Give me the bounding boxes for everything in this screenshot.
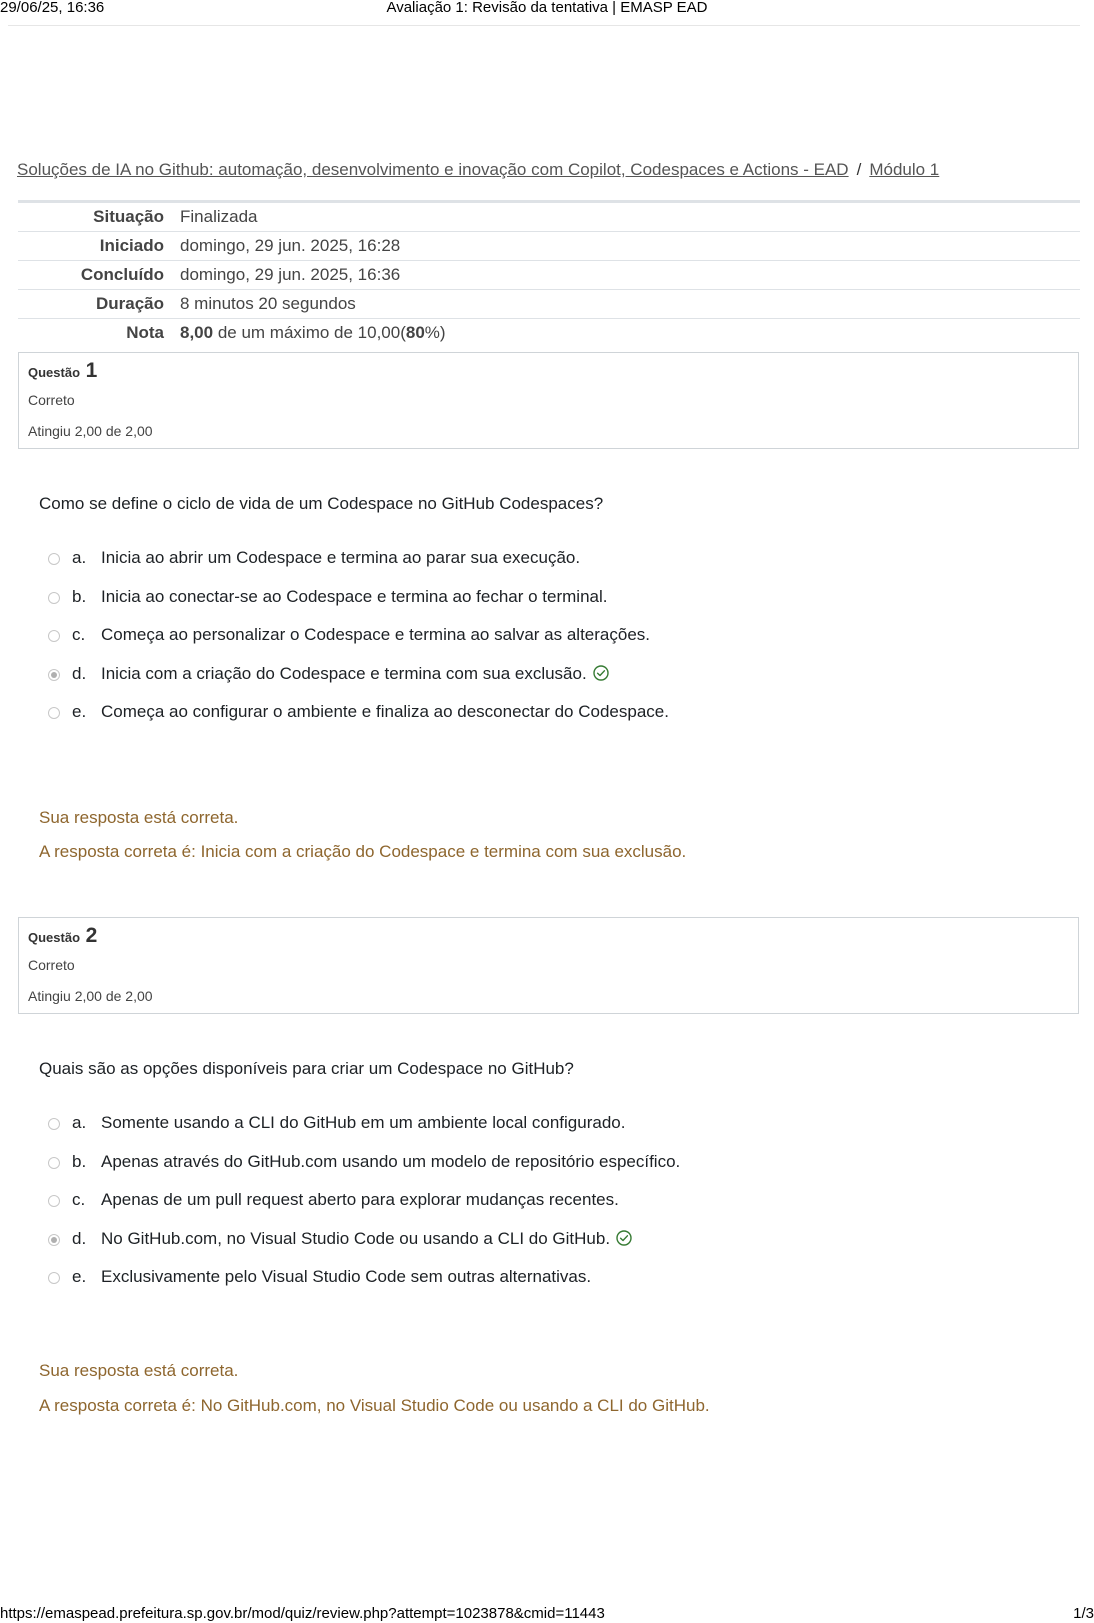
question-label: Questão [28,365,81,380]
answer-option[interactable] [47,1152,1047,1191]
answer-option[interactable] [47,1113,1047,1152]
breadcrumb [17,160,939,180]
answer-option[interactable] [47,587,1047,626]
started-value: domingo, 29 jun. 2025, 16:28 [180,236,401,255]
attempt-summary-table [18,200,1080,347]
answer-option[interactable] [47,1267,1047,1306]
summary-row-duration [18,290,1080,319]
question-mark: Atingiu 2,00 de 2,00 [28,423,153,439]
grade-max: de um máximo de 10,00( [217,323,406,342]
question-text-1: Como se define o ciclo de vida de um Codespace no GitHub Codespaces? [39,494,604,513]
feedback-message-1: Sua resposta está correta. [39,808,239,827]
summary-row-started [18,232,1080,261]
answer-text: Começa ao configurar o ambiente e finaliza ao desconectar do Codespace. [101,702,669,721]
radio-button[interactable] [48,592,60,604]
right-answer-2: A resposta correta é: No GitHub.com, no Visual Studio Code ou usando a CLI do GitHub. [39,1396,710,1415]
question-info-2 [18,917,1079,1014]
answer-letter: e. [72,702,87,721]
status-label: Situação [93,207,164,226]
question-num: 1 [85,359,98,382]
answer-text: Somente usando a CLI do GitHub em um ambiente local configurado. [101,1113,626,1132]
radio-button[interactable] [48,1195,60,1207]
answer-letter: d. [72,663,87,683]
answer-letter: a. [72,1113,87,1132]
status-value: Finalizada [180,207,258,226]
grade-percent-sign: %) [424,323,446,342]
answer-letter: c. [72,1190,86,1209]
answer-text: Começa ao personalizar o Codespace e termina ao salvar as alterações. [101,625,651,644]
print-title: Avaliação 1: Revisão da tentativa | EMASP EAD [386,0,708,16]
answer-text: Apenas de um pull request aberto para explorar mudanças recentes. [101,1190,619,1209]
grade-value [180,323,446,343]
radio-button[interactable] [48,630,60,642]
answer-text: Exclusivamente pelo Visual Studio Code sem outras alternativas. [101,1267,592,1286]
radio-button[interactable] [48,1118,60,1130]
summary-row-completed [18,261,1080,290]
radio-button[interactable] [48,1157,60,1169]
answer-option[interactable] [47,548,1047,587]
answer-text: No GitHub.com, no Visual Studio Code ou usando a CLI do GitHub. [101,1228,611,1248]
radio-button[interactable] [48,707,60,719]
answer-option[interactable] [47,1190,1047,1229]
page-number: 1/3 [1073,1605,1094,1622]
print-header [0,0,1094,16]
question-info-1 [18,352,1079,449]
grade-percent: 80 [405,323,425,342]
summary-row-grade [18,319,1080,347]
question-number [28,359,97,383]
right-answer-1: A resposta correta é: Inicia com a criação do Codespace e termina com sua exclusão. [39,842,687,861]
question-mark: Atingiu 2,00 de 2,00 [28,988,153,1004]
completed-label: Concluído [80,265,164,284]
answer-letter: d. [72,1228,87,1248]
duration-label: Duração [95,294,164,313]
duration-value: 8 minutos 20 segundos [180,294,356,313]
feedback-message-2: Sua resposta está correta. [39,1361,239,1380]
answer-option[interactable] [47,702,1047,741]
question-num: 2 [85,924,98,947]
answer-list-2 [47,1113,1047,1306]
answer-option-selected[interactable] [47,1229,1047,1268]
grade-label: Nota [126,323,164,342]
answer-option-selected[interactable] [47,664,1047,703]
answer-text: Apenas através do GitHub.com usando um modelo de repositório específico. [101,1151,681,1171]
answer-option[interactable] [47,625,1047,664]
answer-list-1 [47,548,1047,741]
answer-text-wrap [101,664,609,686]
breadcrumb-separator: / [856,160,862,179]
answer-letter: a. [72,548,87,567]
radio-button[interactable] [48,553,60,565]
radio-button[interactable] [48,1272,60,1284]
answer-text: Inicia com a criação do Codespace e termina com sua exclusão. [101,663,587,683]
grade-score: 8,00 [180,323,214,342]
header-divider [8,25,1080,26]
answer-text: Inicia ao conectar-se ao Codespace e termina ao fechar o terminal. [101,586,608,606]
started-label: Iniciado [99,236,164,255]
correct-check-icon [616,1230,632,1251]
print-date: 29/06/25, 16:36 [0,0,105,16]
question-text-2: Quais são as opções disponíveis para criar um Codespace no GitHub? [39,1059,574,1078]
summary-row-status [18,203,1080,232]
question-state: Correto [28,392,75,408]
breadcrumb-course-link[interactable]: Soluções de IA no Github: automação, desenvolvimento e inovação com Copilot, Codespaces e Actions - EAD [17,160,849,179]
question-label: Questão [28,930,81,945]
breadcrumb-module-link[interactable]: Módulo 1 [869,160,940,179]
answer-letter: e. [72,1267,87,1286]
print-url: https://emaspead.prefeitura.sp.gov.br/mod/quiz/review.php?attempt=1023878&cmid=11443 [0,1605,605,1622]
answer-text: Inicia ao abrir um Codespace e termina ao parar sua execução. [101,548,581,567]
correct-check-icon [593,665,609,686]
answer-letter: c. [72,625,86,644]
answer-text-wrap [101,1229,632,1251]
answer-letter: b. [72,1151,87,1171]
radio-button-selected[interactable] [48,669,60,681]
question-state: Correto [28,957,75,973]
question-number [28,924,97,948]
answer-letter: b. [72,586,87,606]
completed-value: domingo, 29 jun. 2025, 16:36 [180,265,401,284]
radio-button-selected[interactable] [48,1234,60,1246]
